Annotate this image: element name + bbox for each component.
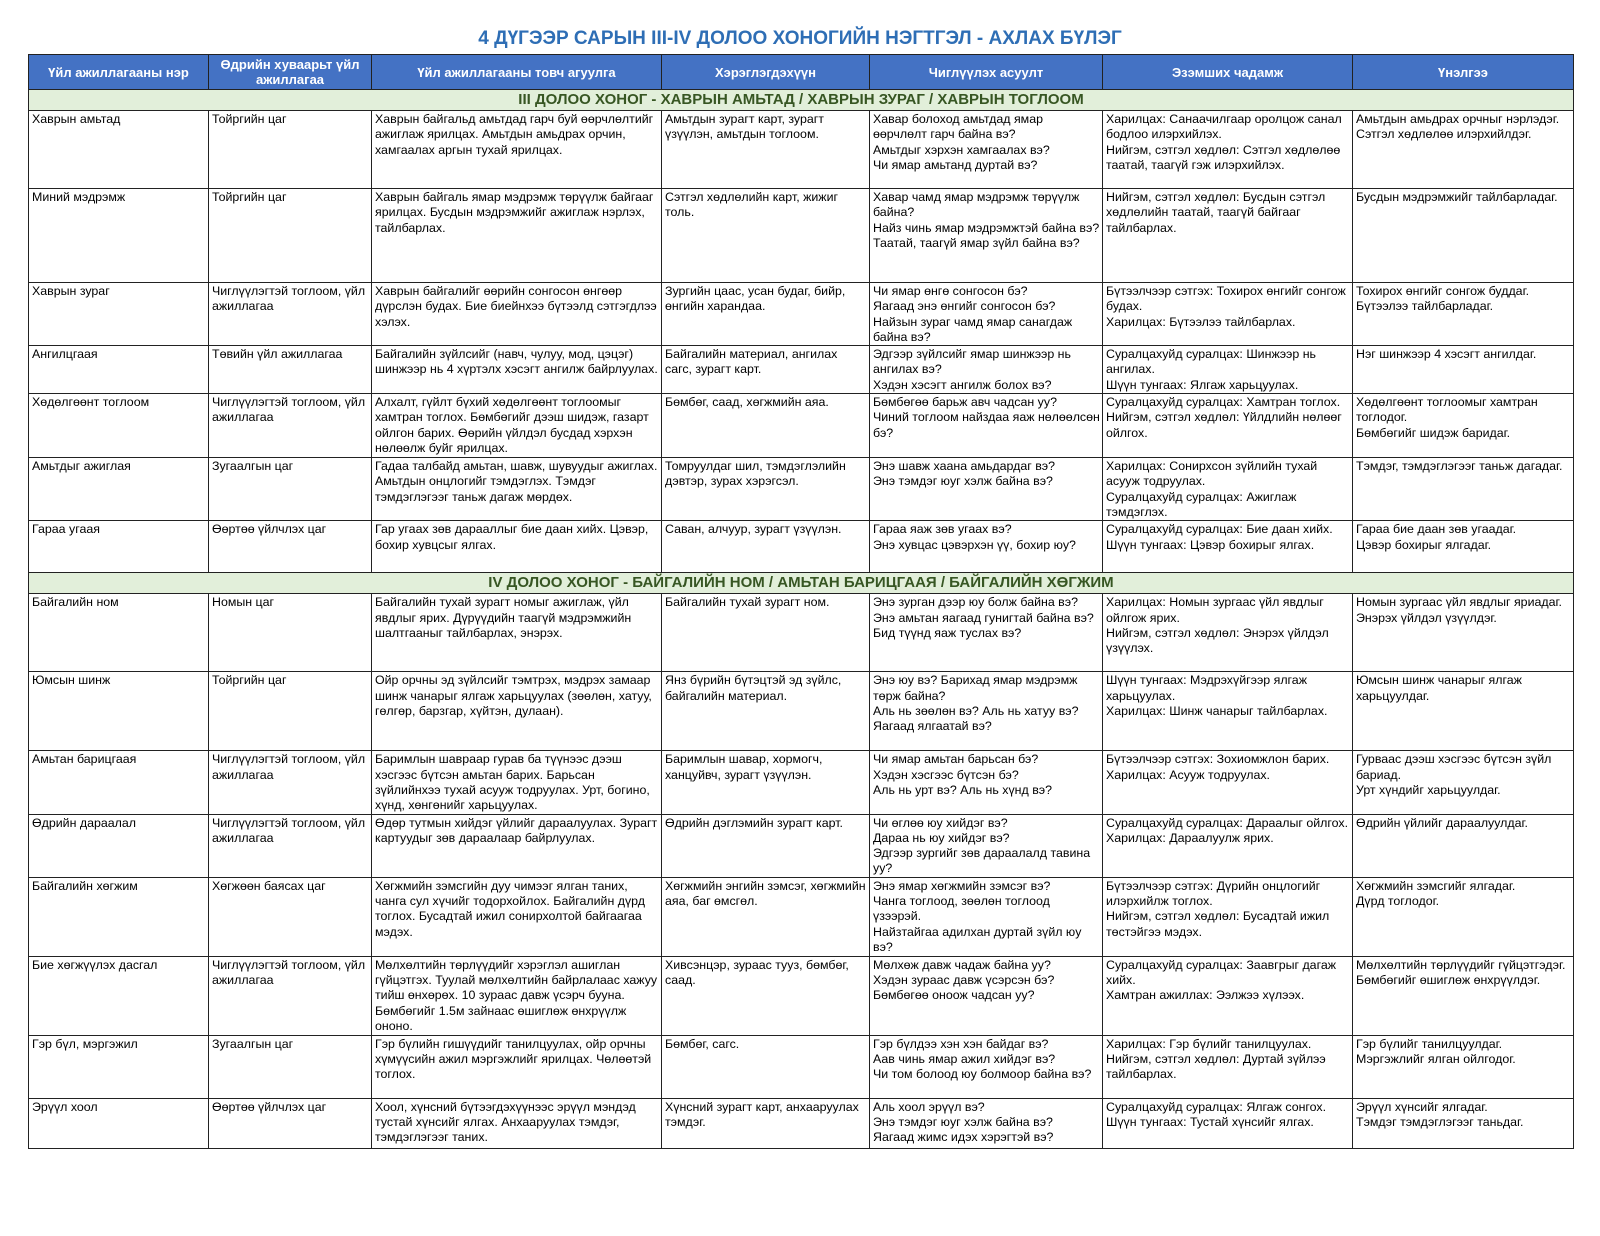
cell-questions-line: Эдгээр зүйлсийг ямар шинжээр нь ангилах вэ? [873,347,1071,377]
cell-questions [870,594,1103,672]
cell-questions [870,956,1103,1035]
cell-questions [870,1098,1103,1148]
cell-content: Гадаа талбайд амьтан, шавж, шувуудыг ажиглах. Амьтдын онцлогийг тэмдэглэх. Тэмдэг тэмдэглэгээг таньж дагаж мөрдөх. [372,458,662,521]
cell-skills-line: Харилцах: Гэр бүлийг танилцуулах. [1106,1036,1312,1051]
cell-skills [1103,672,1353,751]
cell-questions-line: Хэдэн хэсгээс бүтсэн бэ? [873,767,1019,782]
cell-materials: Хүнсний зурагт карт, анхааруулах тэмдэг. [662,1098,870,1148]
cell-skills [1103,956,1353,1035]
cell-questions-line: Энэ тэмдэг юуг хэлж байна вэ? [873,474,1053,489]
cell-questions [870,521,1103,573]
table-row [29,956,1574,1035]
cell-materials: Томруулдаг шил, тэмдэглэлийн дэвтэр, зурах хэрэгсэл. [662,458,870,521]
cell-activity-name: Хаврын амьтад [29,111,209,189]
cell-content: Хаврын байгалийг өөрийн сонгосон өнгөөр дүрслэн будах. Бие биейнхээ бүтээлд сэтгэгдлээ хэлэх. [372,283,662,346]
cell-schedule: Чиглүүлэгтэй тоглоом, үйл ажиллагаа [209,394,372,458]
cell-assessment-line: Бөмбөгийг өшиглөж өнхрүүлдэг. [1356,973,1541,988]
cell-skills-line: Нийгэм, сэтгэл хөдлөл: Сэтгэл хөдлөлөө таатай, таагүй гэж илэрхийлэх. [1106,142,1341,172]
cell-assessment-line: Бөмбөгийг шидэж баридаг. [1356,425,1511,440]
cell-questions-line: Эдгээр зургийг зөв дараалалд тавина уу? [873,846,1091,876]
cell-questions [870,283,1103,346]
cell-skills [1103,346,1353,394]
cell-questions-line: Энэ шавж хаана амьдардаг вэ? [873,459,1056,474]
table-row [29,814,1574,877]
cell-questions-line: Энэ тэмдэг юуг хэлж байна вэ? [873,1115,1053,1130]
cell-assessment-line: Энэрэх үйлдэл үзүүлдэг. [1356,610,1497,625]
cell-assessment-line: Юмсын шинж чанарыг ялгаж харьцуулдаг. [1356,673,1522,703]
cell-questions-line: Чиний тоглоом найздаа яаж нөлөөлсөн бэ? [873,410,1100,440]
cell-content: Алхалт, гүйлт бүхий хөдөлгөөнт тоглоомыг хамтран тоглох. Бөмбөгийг дээш шидэж, газарт ойлгон барих. Өөрийн үйлдэл бусдад хэрхэн нөлөөлж буйг ярилцах. [372,394,662,458]
cell-assessment-line: Бусдын мэдрэмжийг тайлбарладаг. [1356,190,1558,204]
header-questions: Чиглүүлэх асуулт [870,55,1103,90]
cell-skills [1103,111,1353,189]
cell-content: Мөлхөлтийн төрлүүдийг хэрэглэл ашиглан гүйцэтгэх. Туулай мөлхөлтийн байрлалаас хажуу тийш өнхөрөх. 10 зураас давж үсэрч бууна. Бөмбөгийг 1.5м зайнаас өшиглөж өнхрүүлж ононо. [372,956,662,1035]
header-materials: Хэрэглэгдэхүүн [662,55,870,90]
cell-materials: Бөмбөг, саад, хөгжмийн аяа. [662,394,870,458]
table-row [29,346,1574,394]
cell-skills-line: Шүүн тунгаах: Мэдрэхүйгээр ялгаж харьцуулах. [1106,673,1307,703]
cell-activity-name: Амьтан барицгаая [29,751,209,814]
cell-assessment [1353,111,1574,189]
cell-skills [1103,283,1353,346]
cell-questions-line: Бөмбөгөө оноож чадсан уу? [873,988,1035,1003]
cell-assessment-line: Нэг шинжээр 4 хэсэгт ангилдаг. [1356,347,1537,362]
cell-assessment-line: Тэмдэг тэмдэглэгээг таньдаг. [1356,1115,1524,1130]
cell-skills-line: Харилцах: Шинж чанарыг тайлбарлах. [1106,703,1328,718]
cell-assessment [1353,189,1574,283]
table-row [29,189,1574,283]
cell-assessment-line: Сэтгэл хөдлөлөө илэрхийлдэг. [1356,127,1532,142]
page-title: 4 ДҮГЭЭР САРЫН III-IV ДОЛОО ХОНОГИЙН НЭГТГЭЛ - АХЛАХ БҮЛЭГ [478,28,1122,49]
cell-questions [870,458,1103,521]
cell-schedule: Зугаалгын цаг [209,458,372,521]
cell-assessment [1353,458,1574,521]
week-label: IV ДОЛОО ХОНОГ - БАЙГАЛИЙН НОМ / АМЬТАН БАРИЦГААЯ / БАЙГАЛИЙН ХӨГЖИМ [29,573,1574,594]
cell-assessment-line: Бүтээлээ тайлбарладаг. [1356,299,1494,314]
cell-skills [1103,814,1353,877]
cell-skills-line: Суралцахуйд суралцах: Шинжээр нь ангилах. [1106,347,1317,377]
cell-questions-line: Гэр бүлдээ хэн хэн байдаг вэ? [873,1036,1049,1051]
cell-content: Гар угаах зөв дарааллыг бие даан хийх. Цэвэр, бохир хувцсыг ялгах. [372,521,662,573]
cell-assessment [1353,394,1574,458]
cell-assessment-line: Өдрийн үйлийг дараалуулдаг. [1356,815,1528,830]
cell-assessment-line: Хөдөлгөөнт тоглоомыг хамтран тоглодог. [1356,395,1538,425]
cell-schedule: Чиглүүлэгтэй тоглоом, үйл ажиллагаа [209,956,372,1035]
cell-questions [870,672,1103,751]
cell-content: Баримлын шавраар гурав ба түүнээс дээш хэсгээс бүтсэн амьтан барих. Барьсан зүйлийнхээ тухай асууж тодруулах. Урт, богино, хүнд, хөнгөнийг харьцуулах. [372,751,662,814]
cell-schedule: Чиглүүлэгтэй тоглоом, үйл ажиллагаа [209,283,372,346]
cell-assessment [1353,672,1574,751]
cell-questions-line: Бид түүнд яаж туслах вэ? [873,625,1022,640]
cell-questions-line: Чанга тоглоод, зөөлөн тоглоод үзээрэй. [873,894,1050,924]
cell-materials: Амьтдын зурагт карт, зурагт үзүүлэн, амьтдын тоглоом. [662,111,870,189]
cell-questions [870,111,1103,189]
cell-activity-name: Юмсын шинж [29,672,209,751]
cell-content: Хөгжмийн зэмсгийн дуу чимээг ялган таних, чанга сул хүчийг тодорхойлох. Байгалийн дүрд тоглох. Бусадтай ижил сонирхолтой байгаагаа мэдэх. [372,877,662,956]
cell-content: Хоол, хүнсний бүтээгдэхүүнээс эрүүл мэндэд тустай хүнсийг ялгах. Анхааруулах тэмдэг, тэмдэглэгээг таних. [372,1098,662,1148]
cell-schedule: Хөгжөөн баясах цаг [209,877,372,956]
table-row [29,111,1574,189]
cell-questions [870,346,1103,394]
cell-skills-line: Нийгэм, сэтгэл хөдлөл: Бусдын сэтгэл хөдлөлийн таатай, таагүй байгааг тайлбарлах. [1106,190,1326,235]
cell-skills-line: Хамтран ажиллах: Ээлжээ хүлээх. [1106,988,1305,1003]
cell-assessment-line: Гэр бүлийг танилцуулдаг. [1356,1036,1503,1051]
cell-skills-line: Харилцах: Дараалуулж ярих. [1106,830,1274,845]
cell-assessment-line: Хөгжмийн зэмсгийг ялгадаг. [1356,878,1516,893]
cell-activity-name: Ангилцгаая [29,346,209,394]
cell-questions-line: Чи ямар өнгө сонгосон бэ? [873,284,1028,298]
cell-assessment-line: Мөлхөлтийн төрлүүдийг гүйцэтгэдэг. [1356,957,1566,972]
header-row [29,55,1574,90]
cell-questions [870,1035,1103,1098]
cell-activity-name: Амьтдыг ажиглая [29,458,209,521]
cell-questions-line: Энэ амьтан яагаад гунигтай байна вэ? [873,610,1094,625]
cell-activity-name: Байгалийн хөгжим [29,877,209,956]
cell-skills-line: Суралцахуйд суралцах: Хамтран тоглох. [1106,395,1341,410]
cell-content: Байгалийн тухай зурагт номыг ажиглаж, үйл явдлыг ярих. Дүрүүдийн таагүй мэдрэмжийн шалтгааныг тайлбарлах, энэрэх. [372,594,662,672]
cell-assessment-line: Гараа бие даан зөв угаадаг. [1356,522,1517,537]
cell-skills-line: Шүүн тунгаах: Ялгаж харьцуулах. [1106,377,1299,392]
cell-materials: Саван, алчуур, зурагт үзүүлэн. [662,521,870,573]
table-row [29,1098,1574,1148]
cell-assessment [1353,956,1574,1035]
cell-questions-line: Чи ямар амьтанд дуртай вэ? [873,157,1038,172]
header-assessment: Үнэлгээ [1353,55,1574,90]
cell-materials: Хивсэнцэр, зураас тууз, бөмбөг, саад. [662,956,870,1035]
cell-activity-name: Өдрийн дараалал [29,814,209,877]
cell-questions [870,189,1103,283]
cell-materials: Байгалийн тухай зурагт ном. [662,594,870,672]
cell-activity-name: Байгалийн ном [29,594,209,672]
cell-materials: Хөгжмийн энгийн зэмсэг, хөгжмийн аяа, баг өмсгөл. [662,877,870,956]
cell-questions-line: Энэ зурган дээр юу болж байна вэ? [873,595,1078,610]
cell-materials: Бөмбөг, сагс. [662,1035,870,1098]
cell-questions-line: Яагаад жимс идэх хэрэгтэй вэ? [873,1130,1054,1145]
cell-materials: Зургийн цаас, усан будаг, бийр, өнгийн харандаа. [662,283,870,346]
table-row [29,877,1574,956]
cell-assessment [1353,594,1574,672]
table-row [29,751,1574,814]
cell-skills-line: Суралцахуйд суралцах: Заавгрыг дагаж хийх. [1106,957,1336,988]
cell-assessment-line: Амьтдын амьдрах орчныг нэрлэдэг. [1356,112,1560,126]
cell-questions-line: Дараа нь юу хийдэг вэ? [873,830,1010,845]
cell-questions [870,394,1103,458]
week-label: III ДОЛОО ХОНОГ - ХАВРЫН АМЬТАД / ХАВРЫН ЗУРАГ / ХАВРЫН ТОГЛООМ [29,90,1574,111]
cell-assessment [1353,521,1574,573]
cell-skills-line: Харилцах: Санаачилгаар оролцож санал бодлоо илэрхийлэх. [1106,112,1342,142]
cell-skills [1103,751,1353,814]
cell-content: Гэр бүлийн гишүүдийг танилцуулах, ойр орчны хүмүүсийн ажил мэргэжлийг ярилцах. Чөлөөтэй тоглох. [372,1035,662,1098]
cell-schedule: Зугаалгын цаг [209,1035,372,1098]
cell-assessment-line: Тохирох өнгийг сонгож буддаг. [1356,284,1530,298]
cell-content: Ойр орчны эд зүйлсийг тэмтрэх, мэдрэх замаар шинж чанарыг ялгаж харьцуулах (зөөлөн, хатуу, гөлгөр, барзгар, хүйтэн, дулаан). [372,672,662,751]
table-body [29,90,1574,1149]
cell-skills [1103,521,1353,573]
cell-skills-line: Нийгэм, сэтгэл хөдлөл: Үйлдлийн нөлөөг ойлгох. [1106,410,1342,440]
cell-activity-name: Бие хөгжүүлэх дасгал [29,956,209,1035]
cell-content: Хаврын байгальд амьтдад гарч буй өөрчлөлтийг ажиглаж ярилцах. Амьтдын амьдрах орчин, хамгаалах аргын тухай ярилцах. [372,111,662,189]
cell-schedule: Өөртөө үйлчлэх цаг [209,1098,372,1148]
cell-assessment [1353,877,1574,956]
cell-questions-line: Хавар чамд ямар мэдрэмж төрүүлж байна? [873,190,1080,220]
table-row [29,458,1574,521]
cell-activity-name: Эрүүл хоол [29,1098,209,1148]
cell-materials: Байгалийн материал, ангилах сагс, зурагт карт. [662,346,870,394]
cell-schedule: Номын цаг [209,594,372,672]
cell-skills-line: Харилцах: Асууж тодруулах. [1106,767,1270,782]
cell-skills-line: Бүтээлчээр сэтгэх: Тохирох өнгийг сонгож будах. [1106,284,1346,314]
cell-questions-line: Аав чинь ямар ажил хийдэг вэ? [873,1052,1056,1067]
cell-questions-line: Найз чинь ямар мэдрэмжтэй байна вэ? [873,220,1100,235]
cell-materials: Баримлын шавар, хормогч, ханцуйвч, зурагт үзүүлэн. [662,751,870,814]
table-row [29,1035,1574,1098]
cell-assessment-line: Номын зургаас үйл явдлыг яриадаг. [1356,595,1562,610]
cell-skills-line: Харилцах: Номын зургаас үйл явдлыг ойлгож ярих. [1106,595,1324,625]
cell-questions-line: Чи том болоод юу болмоор байна вэ? [873,1067,1092,1082]
cell-assessment-line: Эрүүл хүнсийг ялгадаг. [1356,1099,1488,1114]
cell-skills [1103,1098,1353,1148]
cell-skills-line: Харилцах: Сонирхсон зүйлийн тухай асууж тодруулах. [1106,459,1318,489]
cell-questions-line: Амьтдыг хэрхэн хамгаалах вэ? [873,142,1050,157]
cell-skills [1103,594,1353,672]
cell-skills-line: Нийгэм, сэтгэл хөдлөл: Энэрэх үйлдэл үзүүлэх. [1106,625,1329,656]
header-skills: Эзэмших чадамж [1103,55,1353,90]
cell-schedule: Тойргийн цаг [209,111,372,189]
table-row [29,521,1574,573]
cell-skills-line: Нийгэм, сэтгэл хөдлөл: Дуртай зүйлээ тайлбарлах. [1106,1052,1326,1082]
header-activity-name: Үйл ажиллагааны нэр [29,55,209,90]
cell-questions-line: Хэдэн хэсэгт ангилж болох вэ? [873,377,1052,392]
cell-schedule: Чиглүүлэгтэй тоглоом, үйл ажиллагаа [209,751,372,814]
cell-questions-line: Яагаад энэ өнгийг сонгосон бэ? [873,299,1056,314]
cell-assessment [1353,346,1574,394]
cell-assessment-line: Гурваас дээш хэсгээс бүтсэн зүйл бариад. [1356,752,1552,782]
cell-skills-line: Бүтээлчээр сэтгэх: Зохиомжлон барих. [1106,752,1330,767]
cell-assessment-line: Урт хүндийг харьцуулдаг. [1356,782,1501,797]
cell-assessment-line: Мэргэжлийг ялган ойлгодог. [1356,1052,1516,1067]
cell-questions-line: Энэ ямар хөгжмийн зэмсэг вэ? [873,878,1051,893]
cell-questions-line: Аль нь зөөлөн вэ? Аль нь хатуу вэ? [873,703,1079,718]
cell-questions-line: Чи ямар амьтан барьсан бэ? [873,752,1039,767]
cell-skills [1103,458,1353,521]
cell-assessment [1353,1035,1574,1098]
week-header-row [29,573,1574,594]
cell-skills [1103,189,1353,283]
cell-activity-name: Хаврын зураг [29,283,209,346]
cell-schedule: Төвийн үйл ажиллагаа [209,346,372,394]
cell-schedule: Тойргийн цаг [209,672,372,751]
cell-assessment [1353,814,1574,877]
cell-schedule: Чиглүүлэгтэй тоглоом, үйл ажиллагаа [209,814,372,877]
summary-table [28,54,1574,1149]
cell-skills-line: Шүүн тунгаах: Тустай хүнсийг ялгах. [1106,1115,1314,1130]
cell-content: Өдөр тутмын хийдэг үйлийг дараалуулах. Зурагт картуудыг зөв дараалаар байрлуулах. [372,814,662,877]
cell-skills-line: Харилцах: Бүтээлээ тайлбарлах. [1106,314,1296,329]
cell-skills [1103,1035,1353,1098]
cell-skills-line: Суралцахуйд суралцах: Ялгаж сонгох. [1106,1099,1327,1114]
cell-questions-line: Мөлхөж давж чадаж байна уу? [873,957,1051,972]
cell-schedule: Тойргийн цаг [209,189,372,283]
cell-materials: Сэтгэл хөдлөлийн карт, жижиг толь. [662,189,870,283]
cell-questions [870,751,1103,814]
cell-skills [1103,394,1353,458]
header-content: Үйл ажиллагааны товч агуулга [372,55,662,90]
cell-questions-line: Чи өглөө юу хийдэг вэ? [873,815,1008,830]
cell-skills-line: Нийгэм, сэтгэл хөдлөл: Бусадтай ижил төстэйгээ мэдэх. [1106,909,1330,939]
table-row [29,594,1574,672]
cell-assessment-line: Цэвэр бохирыг ялгадаг. [1356,537,1492,552]
cell-assessment [1353,283,1574,346]
cell-activity-name: Гэр бүл, мэргэжил [29,1035,209,1098]
cell-assessment-line: Дүрд тоглодог. [1356,894,1440,909]
cell-questions-line: Яагаад ялгаатай вэ? [873,719,992,734]
cell-questions-line: Бөмбөгөө барьж авч чадсан уу? [873,395,1057,410]
cell-questions-line: Гараа яаж зөв угаах вэ? [873,522,1012,537]
cell-questions-line: Энэ хувцас цэвэрхэн үү, бохир юу? [873,537,1076,552]
cell-questions-line: Аль хоол эрүүл вэ? [873,1099,985,1114]
cell-skills-line: Шүүн тунгаах: Цэвэр бохирыг ялгах. [1106,537,1315,552]
cell-activity-name: Гараа угаая [29,521,209,573]
cell-questions-line: Аль нь урт вэ? Аль нь хүнд вэ? [873,782,1052,797]
cell-skills-line: Суралцахуйд суралцах: Дараалыг ойлгох. [1106,815,1349,830]
table-row [29,283,1574,346]
cell-questions-line: Таатай, таагүй ямар зүйл байна вэ? [873,235,1080,250]
header-schedule: Өдрийн хуваарьт үйл ажиллагаа [209,55,372,90]
week-header-row [29,90,1574,111]
cell-skills [1103,877,1353,956]
cell-questions-line: Найзын зураг чамд ямар санагдаж байна вэ? [873,314,1073,344]
cell-assessment-line: Тэмдэг, тэмдэглэгээг таньж дагадаг. [1356,459,1563,474]
cell-questions [870,814,1103,877]
cell-skills-line: Бүтээлчээр сэтгэх: Дүрийн онцлогийг илэрхийлж тоглох. [1106,878,1321,909]
cell-materials: Өдрийн дэглэмийн зурагт карт. [662,814,870,877]
cell-assessment [1353,751,1574,814]
table-row [29,672,1574,751]
cell-materials: Янз бүрийн бүтэцтэй эд зүйлс, байгалийн материал. [662,672,870,751]
cell-activity-name: Хөдөлгөөнт тоглоом [29,394,209,458]
table-row [29,394,1574,458]
cell-questions-line: Энэ юу вэ? Барихад ямар мэдрэмж төрж байна? [873,673,1078,703]
cell-skills-line: Суралцахуйд суралцах: Бие даан хийх. [1106,522,1333,537]
cell-schedule: Өөртөө үйлчлэх цаг [209,521,372,573]
cell-questions-line: Найзтайгаа адилхан дуртай зүйл юу вэ? [873,924,1082,954]
cell-questions-line: Хавар болоход амьтдад ямар өөрчлөлт гарч байна вэ? [873,112,1043,142]
cell-questions-line: Хэдэн зураас давж үсэрсэн бэ? [873,973,1055,988]
cell-assessment [1353,1098,1574,1148]
cell-activity-name: Миний мэдрэмж [29,189,209,283]
cell-skills-line: Суралцахуйд суралцах: Ажиглаж тэмдэглэх. [1106,489,1297,520]
cell-content: Байгалийн зүйлсийг (навч, чулуу, мод, цэцэг) шинжээр нь 4 хүртэлх хэсэгт ангилж байрлуулах. [372,346,662,394]
cell-questions [870,877,1103,956]
cell-content: Хаврын байгаль ямар мэдрэмж төрүүлж байгааг ярилцах. Бусдын мэдрэмжийг ажиглаж нэрлэх, тайлбарлах. [372,189,662,283]
